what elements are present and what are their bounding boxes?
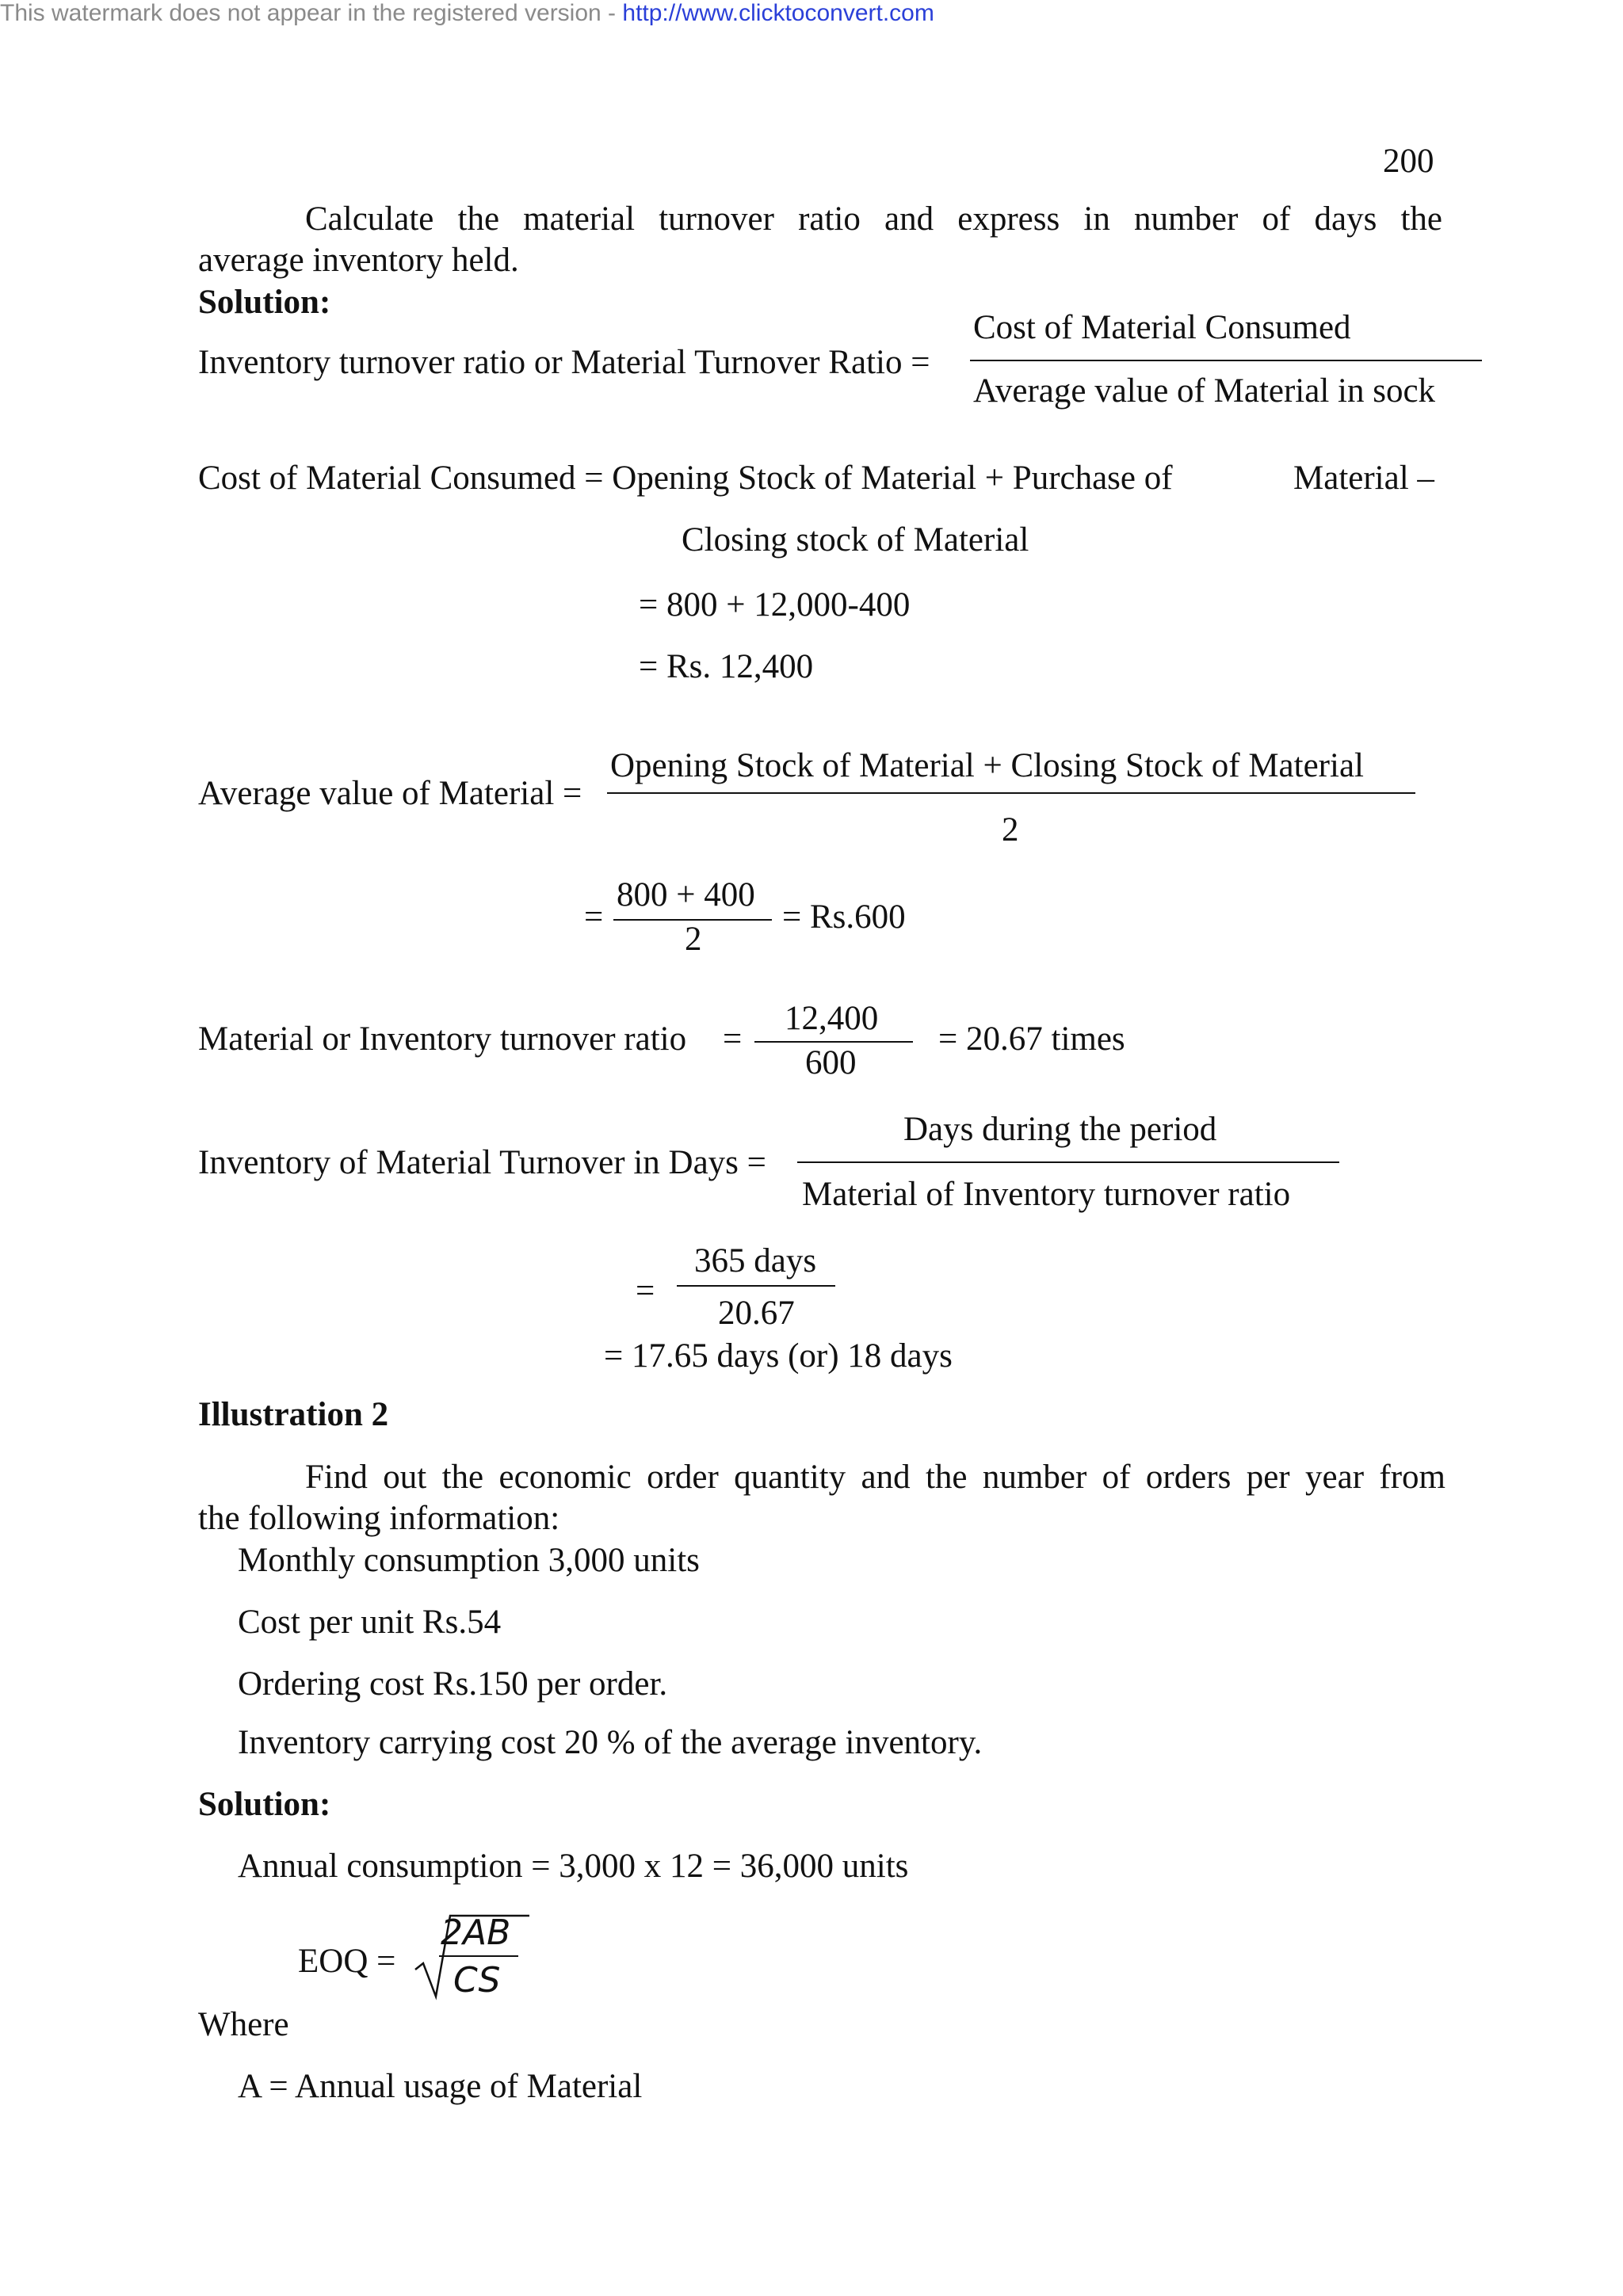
cmc-result: = Rs. 12,400 bbox=[639, 648, 814, 685]
eoq-fraction-bar bbox=[439, 1955, 518, 1957]
avg-numerator: Opening Stock of Material + Closing Stock of Material bbox=[610, 747, 1364, 784]
days-result: = 17.65 days (or) 18 days bbox=[604, 1337, 953, 1375]
days-calc-eq: = bbox=[636, 1272, 655, 1310]
mitr-eq: = bbox=[723, 1020, 743, 1058]
page-number: 200 bbox=[1383, 143, 1434, 180]
solution-heading-2: Solution: bbox=[198, 1786, 331, 1823]
eoq-numerator: 2AB bbox=[441, 1913, 511, 1953]
avg-calc-denominator: 2 bbox=[685, 921, 702, 958]
mitr-numerator: 12,400 bbox=[785, 1000, 879, 1037]
days-calc-numerator: 365 days bbox=[694, 1242, 817, 1280]
itr-label: Inventory turnover ratio or Material Turnover Ratio = bbox=[198, 344, 930, 381]
itr-numerator: Cost of Material Consumed bbox=[973, 309, 1351, 346]
intro-line-2: average inventory held. bbox=[198, 242, 519, 279]
cmc-line-1-tail: Material – bbox=[1293, 460, 1434, 497]
cmc-calc: = 800 + 12,000-400 bbox=[639, 586, 911, 624]
avg-calc-numerator: 800 + 400 bbox=[617, 876, 755, 913]
given-item-carrying-cost: Inventory carrying cost 20 % of the average inventory. bbox=[238, 1724, 983, 1761]
days-calc-denominator: 20.67 bbox=[718, 1295, 795, 1332]
where-label: Where bbox=[198, 2006, 289, 2043]
definition-a: A = Annual usage of Material bbox=[238, 2068, 643, 2105]
eoq-denominator: CS bbox=[453, 1960, 501, 2000]
given-item-ordering-cost: Ordering cost Rs.150 per order. bbox=[238, 1665, 668, 1703]
watermark-text: This watermark does not appear in the registered version - bbox=[0, 0, 623, 26]
cmc-line-1: Cost of Material Consumed = Opening Stock of Material + Purchase of bbox=[198, 460, 1173, 497]
avg-fraction-bar bbox=[607, 792, 1415, 794]
watermark-link[interactable]: http://www.clicktoconvert.com bbox=[622, 0, 934, 26]
itr-fraction-bar bbox=[970, 360, 1482, 361]
eoq-label: EOQ = bbox=[298, 1943, 396, 1980]
days-fraction-bar bbox=[797, 1161, 1339, 1163]
avg-calc-eq: = bbox=[584, 898, 604, 936]
illustration-2-question-line-1: Find out the economic order quantity and the number of orders per year from bbox=[305, 1459, 1445, 1496]
intro-line-1: Calculate the material turnover ratio and express in number of days the bbox=[305, 200, 1442, 238]
illustration-2-heading: Illustration 2 bbox=[198, 1396, 389, 1433]
watermark bbox=[0, 0, 934, 27]
mitr-fraction-bar bbox=[754, 1041, 913, 1043]
mitr-label: Material or Inventory turnover ratio bbox=[198, 1020, 687, 1058]
illustration-2-question-line-2: the following information: bbox=[198, 1500, 560, 1537]
mitr-result: = 20.67 times bbox=[938, 1020, 1125, 1058]
cmc-line-2: Closing stock of Material bbox=[682, 521, 1029, 559]
avg-result: = Rs.600 bbox=[782, 898, 906, 936]
annual-consumption: Annual consumption = 3,000 x 12 = 36,000 units bbox=[238, 1848, 909, 1885]
days-numerator: Days during the period bbox=[903, 1111, 1217, 1148]
mitr-denominator: 600 bbox=[805, 1044, 857, 1081]
avg-denominator: 2 bbox=[1002, 811, 1019, 849]
given-item-monthly-consumption: Monthly consumption 3,000 units bbox=[238, 1542, 700, 1579]
avg-label: Average value of Material = bbox=[198, 775, 582, 812]
days-label: Inventory of Material Turnover in Days = bbox=[198, 1144, 766, 1181]
days-calc-fraction-bar bbox=[677, 1285, 835, 1287]
days-denominator: Material of Inventory turnover ratio bbox=[802, 1176, 1291, 1213]
itr-denominator: Average value of Material in sock bbox=[973, 372, 1436, 410]
given-item-cost-per-unit: Cost per unit Rs.54 bbox=[238, 1604, 502, 1641]
solution-heading-1: Solution: bbox=[198, 284, 331, 321]
